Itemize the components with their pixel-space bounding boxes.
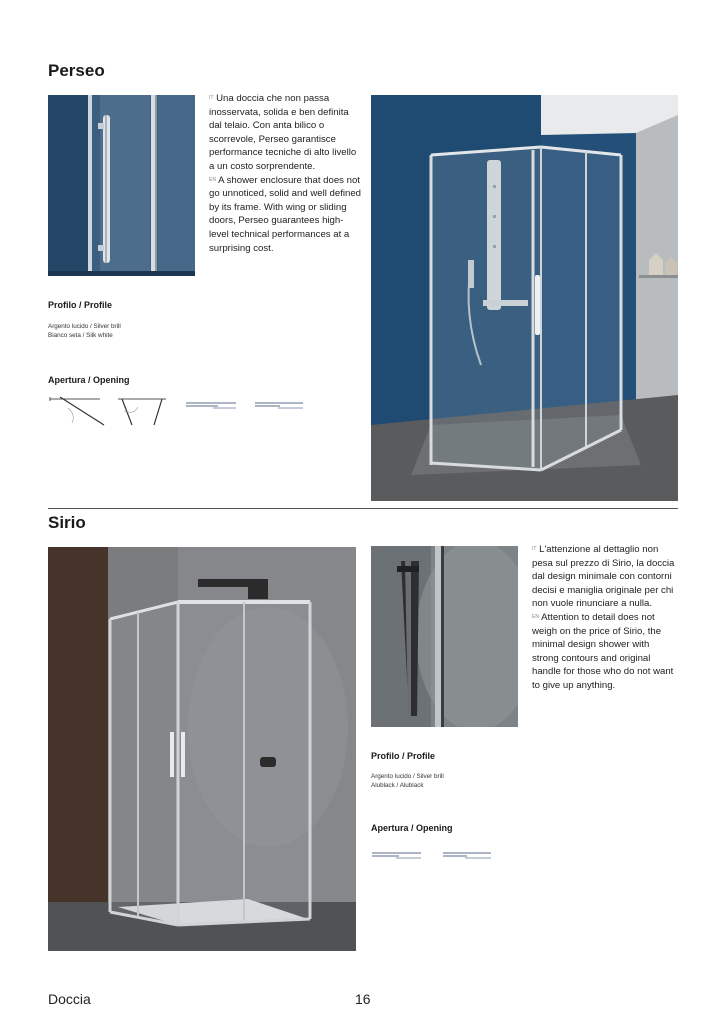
sirio-opening-diagrams bbox=[371, 845, 496, 865]
sirio-opening-label: Apertura / Opening bbox=[371, 823, 453, 833]
sirio-text-en: Attention to detail does not weigh on the price of Sirio, the minimal design shower with strong contours and original handle for those who do not want to give up anything. bbox=[532, 611, 674, 691]
opening-diagram-sliding-b bbox=[443, 853, 491, 858]
opening-diagram-pivot-double bbox=[118, 399, 166, 425]
sirio-detail-image bbox=[371, 546, 518, 727]
perseo-profile-list bbox=[48, 323, 121, 341]
perseo-opening-diagrams bbox=[48, 393, 308, 428]
perseo-text-it: Una doccia che non passa inosservata, solida e ben definita dal telaio. Con anta bilico o scorrevole, Perseo garantisce performance tecniche di alto livello a un costo sorprendente. bbox=[209, 93, 357, 172]
lang-tag-it: IT bbox=[209, 95, 214, 101]
sirio-text-it: L'attenzione al dettaglio non pesa sul prezzo di Sirio, la doccia dal design minimale con contorni decisi e maniglia originale per chi non vuole rinunciare a nulla. bbox=[532, 544, 675, 610]
lang-tag-en: EN bbox=[532, 613, 539, 620]
opening-diagram-sliding-a bbox=[186, 403, 236, 408]
perseo-detail-image bbox=[48, 95, 195, 276]
perseo-title: Perseo bbox=[48, 61, 105, 80]
footer-section-name: Doccia bbox=[48, 991, 91, 1007]
opening-diagram-sliding-a bbox=[372, 853, 421, 858]
perseo-main-image bbox=[371, 95, 678, 501]
sirio-main-image bbox=[48, 547, 356, 951]
perseo-text-en: A shower enclosure that does not go unnoticed, solid and well defined by its frame. With wing or sliding doors, Perseo guarantees high-level technical performances at a surprising cost. bbox=[209, 174, 362, 254]
sirio-profile-item: Alublack / Alublack bbox=[371, 781, 424, 789]
sirio-profile-item: Argento lucido / Silver brill bbox=[371, 773, 444, 780]
perseo-opening-label: Apertura / Opening bbox=[48, 375, 130, 385]
sirio-profile-label: Profilo / Profile bbox=[371, 751, 436, 761]
sirio-description bbox=[532, 543, 678, 693]
perseo-profile-item: Bianco seta / Silk white bbox=[48, 331, 113, 339]
opening-diagram-sliding-b bbox=[255, 403, 303, 408]
sirio-profile-list bbox=[371, 773, 444, 791]
section-divider bbox=[48, 508, 678, 509]
lang-tag-it: IT bbox=[532, 546, 537, 552]
page-number: 16 bbox=[355, 991, 371, 1007]
perseo-description bbox=[209, 92, 361, 255]
lang-tag-en: EN bbox=[209, 176, 216, 183]
perseo-profile-item: Argento lucido / Silver brill bbox=[48, 323, 121, 330]
perseo-profile-label: Profilo / Profile bbox=[48, 300, 113, 310]
sirio-title: Sirio bbox=[48, 513, 86, 532]
opening-diagram-pivot-single bbox=[50, 397, 104, 425]
